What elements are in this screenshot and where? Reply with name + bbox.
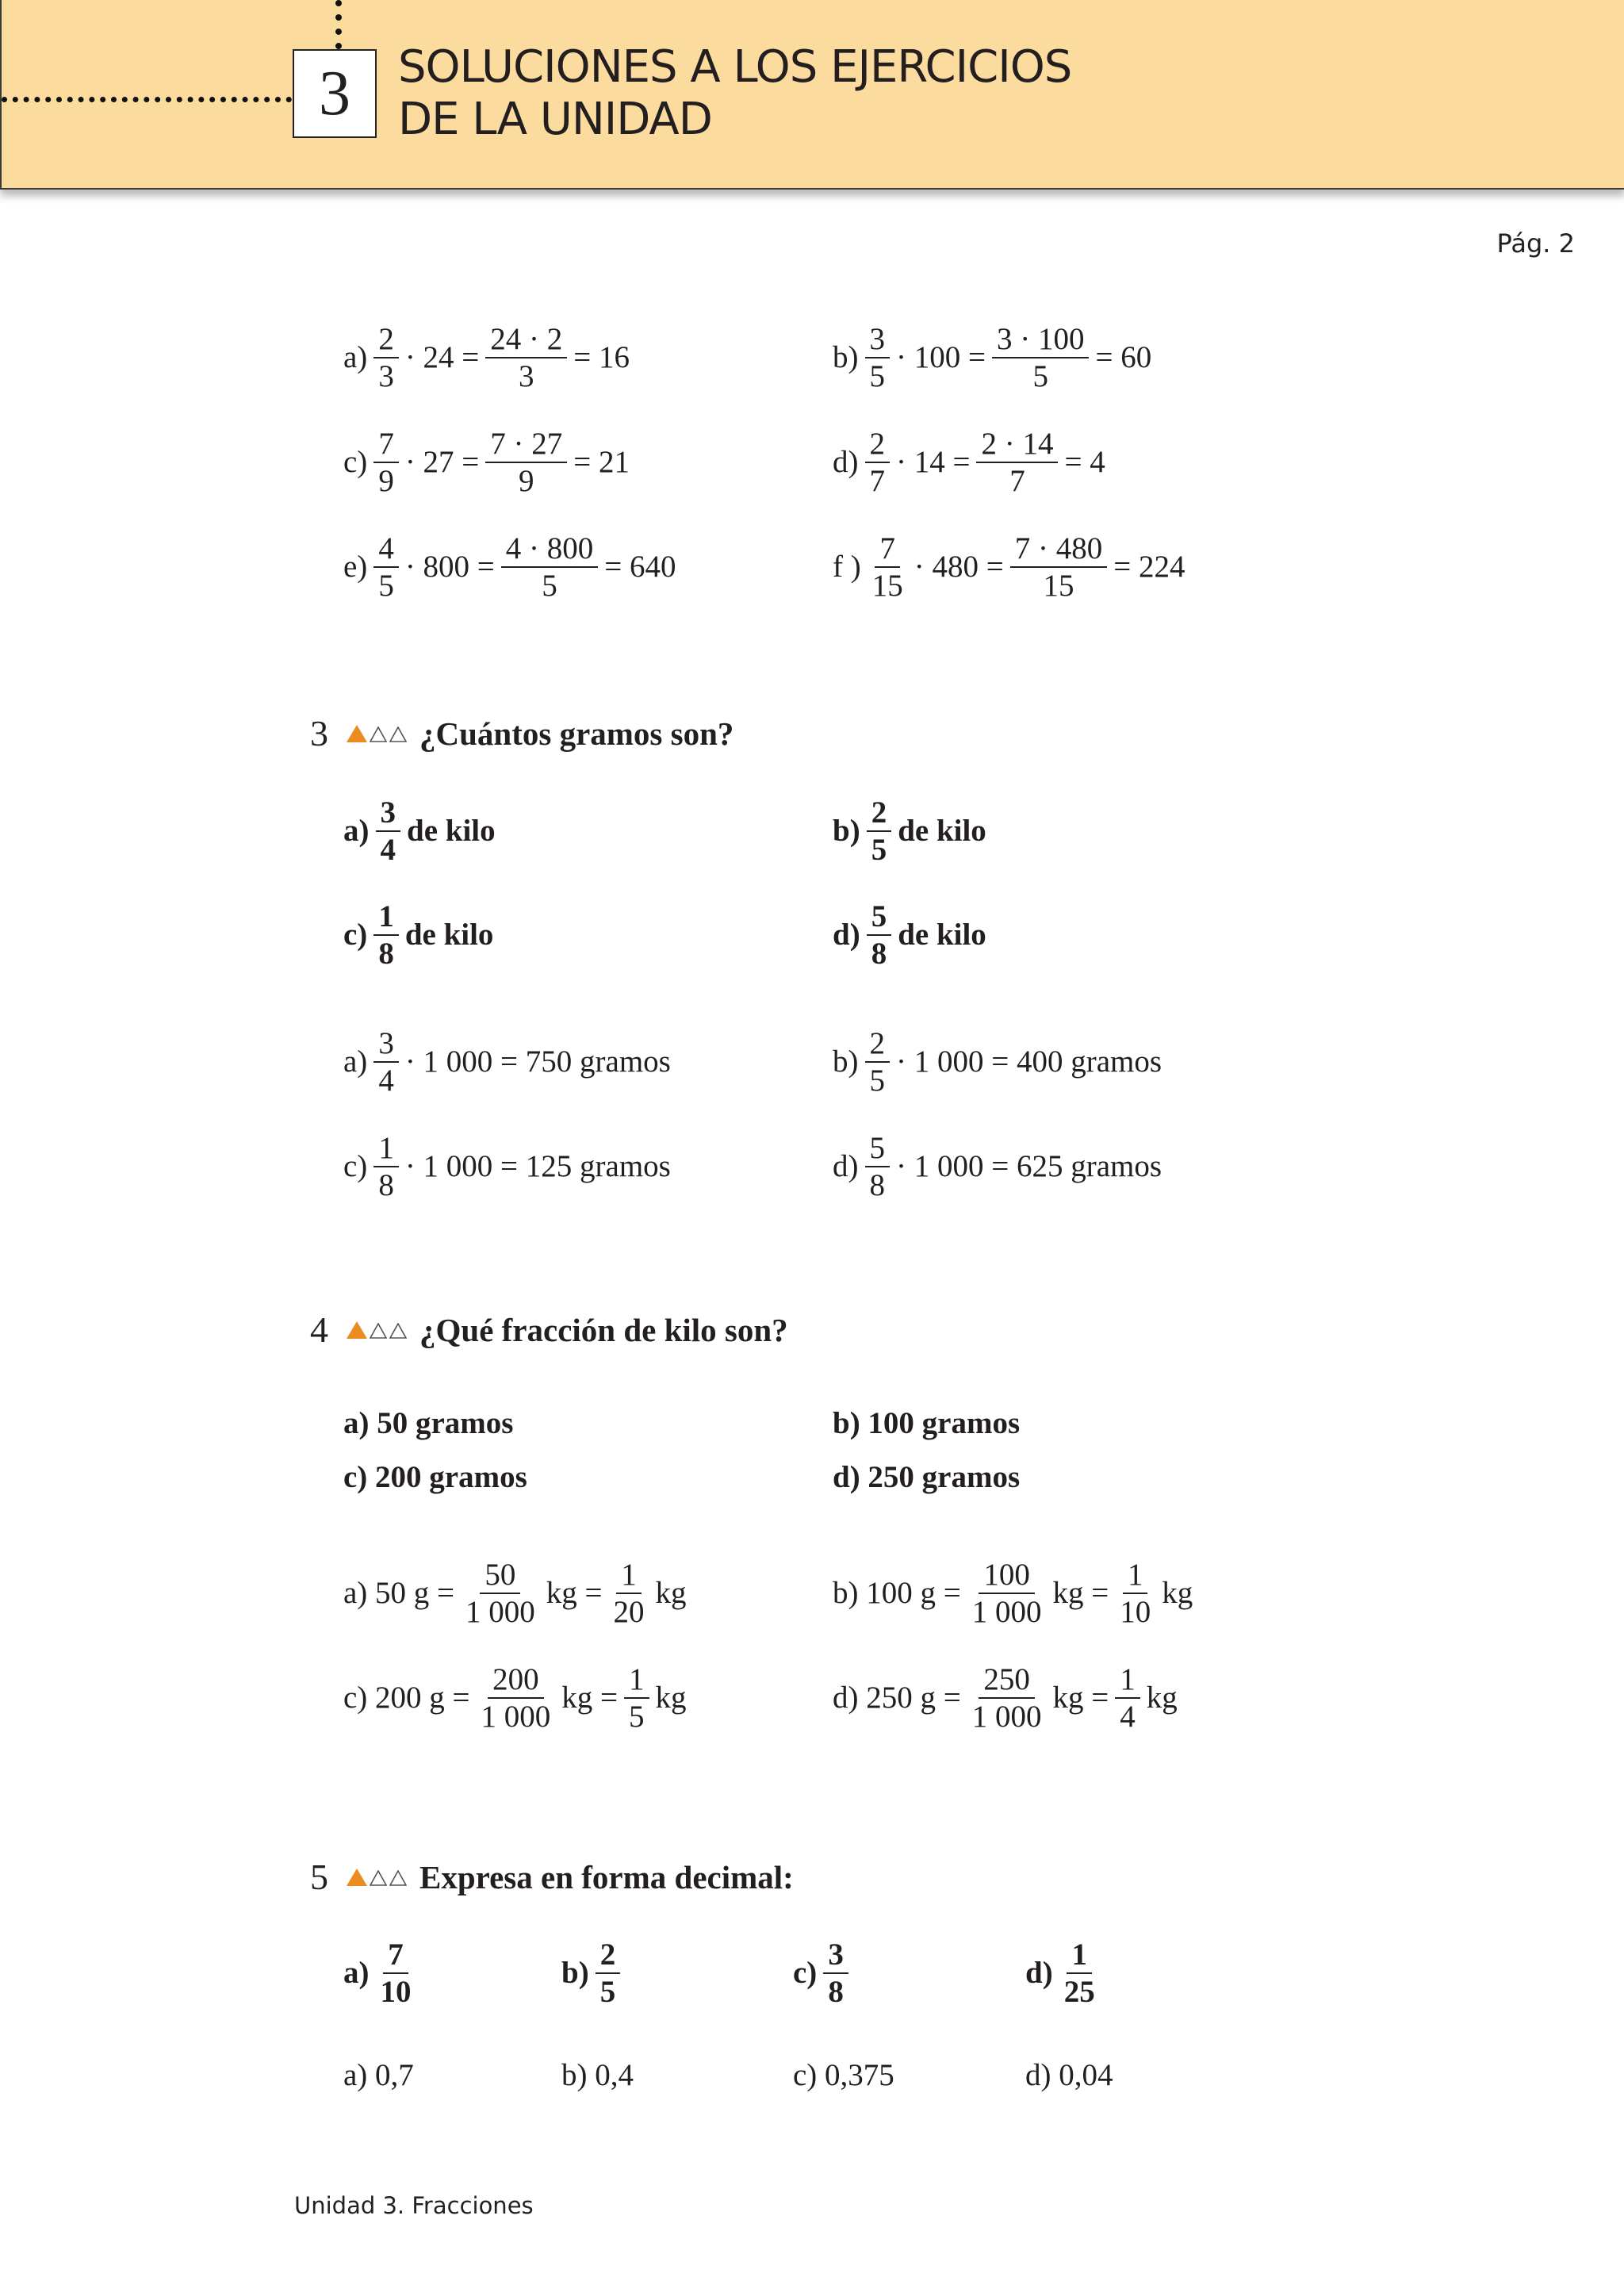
operation-text: · 800 =	[404, 550, 495, 584]
fraction-denominator: 25	[1063, 1975, 1095, 2009]
item-text: de kilo	[407, 814, 496, 848]
unit-text: kg =	[546, 1576, 603, 1610]
fraction-denominator: 3	[378, 359, 394, 393]
fraction-numerator: 1	[624, 1662, 649, 1699]
fraction	[1115, 1662, 1140, 1734]
fraction-numerator: 7 · 480	[1010, 531, 1108, 568]
fraction-numerator: 1	[1067, 1937, 1092, 1974]
fraction	[609, 1557, 649, 1630]
exercise-3-header	[310, 712, 733, 754]
fraction	[373, 1025, 399, 1098]
item-label: e)	[343, 550, 368, 584]
solution-item	[343, 1557, 687, 1630]
fraction-numerator: 50	[480, 1557, 520, 1594]
item-label: a)	[343, 1956, 370, 1990]
fraction	[461, 1557, 540, 1630]
fraction-numerator: 2 · 14	[976, 426, 1058, 463]
fraction-numerator: 7	[383, 1937, 408, 1974]
exercise-item	[343, 795, 496, 868]
fraction-denominator: 5	[542, 569, 557, 603]
solution-item	[833, 1557, 1193, 1630]
item-label: b)	[833, 814, 860, 848]
item-label: c)	[793, 1956, 818, 1990]
fraction-denominator: 8	[828, 1975, 844, 2009]
fraction-numerator: 24 · 2	[485, 321, 567, 358]
fraction	[867, 899, 892, 972]
fraction-denominator: 4	[1120, 1700, 1136, 1734]
fraction	[596, 1937, 621, 2010]
unit-title-line-1: SOLUCIONES A LOS EJERCICIOS	[398, 41, 1072, 93]
item-label: d)	[1025, 1956, 1053, 1990]
result-text: = 21	[573, 445, 630, 479]
page-number: Pág. 2	[1496, 228, 1575, 259]
fraction-numerator: 3	[823, 1937, 848, 1974]
item-label: d) 250 g =	[833, 1681, 961, 1715]
fraction	[501, 531, 599, 604]
fraction	[373, 1130, 399, 1203]
page-footer: Unidad 3. Fracciones	[294, 2192, 534, 2219]
item-label: a) 50 g =	[343, 1576, 455, 1610]
fraction	[1115, 1557, 1155, 1630]
fraction-denominator: 8	[869, 1168, 885, 1202]
fraction-denominator: 3	[519, 359, 534, 393]
fraction-denominator: 4	[380, 833, 396, 867]
fraction-denominator: 7	[1009, 464, 1025, 498]
unit-number-box: 3	[293, 49, 377, 138]
item-label: a)	[343, 814, 370, 848]
solution-item	[343, 1130, 671, 1203]
item-label: f )	[833, 550, 861, 584]
operation-text: · 27 =	[404, 445, 480, 479]
fraction-denominator: 15	[871, 569, 903, 603]
item-label: d)	[833, 918, 860, 952]
item-label: c)	[343, 445, 368, 479]
fraction-numerator: 7	[373, 426, 399, 463]
solution-item	[343, 426, 630, 499]
fraction	[624, 1662, 649, 1734]
solution-item	[1025, 2057, 1113, 2094]
fraction-numerator: 1	[373, 1130, 399, 1167]
fraction	[865, 426, 891, 499]
result-text: = 16	[573, 340, 630, 374]
result-text: b) 0,4	[561, 2058, 634, 2092]
item-text: de kilo	[898, 918, 986, 952]
fraction-numerator: 200	[488, 1662, 544, 1699]
exercise-item	[793, 1937, 855, 2010]
item-label: a)	[343, 340, 368, 374]
result-text: = 224	[1113, 550, 1185, 584]
fraction	[376, 1937, 416, 2010]
fraction-denominator: 10	[1120, 1595, 1151, 1629]
item-text: c) 200 gramos	[343, 1460, 527, 1494]
unit-text: kg	[1162, 1576, 1193, 1610]
difficulty-triangles-icon	[347, 1321, 407, 1339]
item-label: b)	[833, 340, 859, 374]
fraction-numerator: 3 · 100	[992, 321, 1090, 358]
result-text: = 60	[1095, 340, 1152, 374]
fraction	[868, 531, 908, 604]
fraction	[967, 1662, 1047, 1734]
solution-item	[343, 321, 630, 394]
item-label: c) 200 g =	[343, 1681, 470, 1715]
item-label: b)	[833, 1045, 859, 1079]
exercise-item	[833, 1405, 1020, 1442]
fraction	[865, 321, 891, 394]
fraction	[967, 1557, 1047, 1630]
fraction-numerator: 7 · 27	[485, 426, 567, 463]
exercise-title: ¿Cuántos gramos son?	[419, 715, 734, 752]
item-label: b) 100 g =	[833, 1576, 961, 1610]
fraction	[1010, 531, 1108, 604]
fraction-numerator: 2	[865, 1025, 891, 1063]
exercise-4-header	[310, 1309, 788, 1351]
solution-item	[561, 2057, 634, 2094]
fraction-numerator: 2	[867, 795, 892, 832]
unit-text: kg	[655, 1576, 687, 1610]
result-text: a) 0,7	[343, 2058, 414, 2092]
exercise-item	[343, 1459, 527, 1496]
unit-header	[0, 0, 1624, 190]
unit-text: kg =	[1052, 1576, 1109, 1610]
unit-text: kg =	[561, 1681, 619, 1715]
item-label: c)	[343, 918, 368, 952]
fraction-numerator: 100	[979, 1557, 1035, 1594]
operation-text: · 480 =	[914, 550, 1004, 584]
fraction-denominator: 8	[378, 1168, 394, 1202]
fraction	[376, 795, 401, 868]
fraction-numerator: 3	[865, 321, 891, 358]
fraction-denominator: 5	[869, 359, 885, 393]
fraction-numerator: 7	[875, 531, 900, 568]
exercise-item	[343, 899, 493, 972]
result-text: · 1 000 = 750 gramos	[404, 1045, 671, 1079]
operation-text: · 100 =	[896, 340, 986, 374]
fraction-numerator: 2	[865, 426, 891, 463]
fraction-denominator: 5	[1032, 359, 1048, 393]
fraction	[823, 1937, 848, 2010]
fraction-denominator: 1 000	[971, 1700, 1042, 1734]
fraction	[865, 1130, 891, 1203]
item-label: d)	[833, 445, 859, 479]
solution-item	[833, 1662, 1178, 1734]
fraction	[485, 321, 567, 394]
fraction-denominator: 4	[378, 1064, 394, 1098]
fraction-denominator: 1 000	[481, 1700, 551, 1734]
fraction-denominator: 7	[869, 464, 885, 498]
fraction	[373, 531, 399, 604]
fraction-numerator: 3	[376, 795, 401, 832]
fraction-numerator: 5	[867, 899, 892, 936]
fraction	[373, 899, 399, 972]
result-text: · 1 000 = 625 gramos	[896, 1149, 1162, 1183]
fraction	[373, 321, 399, 394]
fraction-denominator: 8	[378, 937, 394, 971]
unit-text: kg	[655, 1681, 687, 1715]
result-text: = 640	[604, 550, 676, 584]
fraction	[976, 426, 1058, 499]
fraction-numerator: 1	[616, 1557, 642, 1594]
difficulty-triangles-icon	[347, 1869, 407, 1886]
exercise-item	[343, 1405, 513, 1442]
fraction-denominator: 8	[871, 937, 887, 971]
solution-item	[833, 531, 1185, 604]
result-text: c) 0,375	[793, 2058, 894, 2092]
solution-item	[343, 2057, 414, 2094]
exercise-item	[561, 1937, 626, 2010]
solution-item	[343, 531, 676, 604]
fraction-numerator: 4 · 800	[501, 531, 599, 568]
dotted-line-vertical	[335, 0, 342, 49]
exercise-item	[343, 1937, 423, 2010]
fraction-denominator: 9	[378, 464, 394, 498]
unit-title	[398, 41, 1071, 146]
item-label: a)	[343, 1045, 368, 1079]
fraction-denominator: 5	[378, 569, 394, 603]
solution-item	[793, 2057, 894, 2094]
fraction	[477, 1662, 556, 1734]
exercise-5-header	[310, 1856, 794, 1898]
result-text: · 1 000 = 125 gramos	[404, 1149, 671, 1183]
result-text: · 1 000 = 400 gramos	[896, 1045, 1162, 1079]
fraction-numerator: 3	[373, 1025, 399, 1063]
unit-title-line-2: DE LA UNIDAD	[398, 94, 712, 145]
fraction-numerator: 5	[865, 1130, 891, 1167]
exercise-number: 4	[310, 1309, 328, 1350]
fraction-denominator: 15	[1043, 569, 1074, 603]
fraction-denominator: 5	[869, 1064, 885, 1098]
exercise-item	[1025, 1937, 1106, 2010]
fraction	[373, 426, 399, 499]
fraction	[1059, 1937, 1100, 2010]
fraction-numerator: 1	[1123, 1557, 1148, 1594]
item-text: d) 250 gramos	[833, 1460, 1021, 1494]
item-label: b)	[561, 1956, 589, 1990]
solution-item	[833, 1130, 1162, 1203]
exercise-title: ¿Qué fracción de kilo son?	[419, 1311, 788, 1348]
solution-item	[833, 1025, 1162, 1098]
item-text: b) 100 gramos	[833, 1406, 1021, 1440]
dotted-line-horizontal	[2, 97, 292, 102]
fraction	[992, 321, 1090, 394]
item-text: a) 50 gramos	[343, 1406, 514, 1440]
fraction-denominator: 20	[613, 1595, 645, 1629]
fraction-denominator: 1 000	[971, 1595, 1042, 1629]
fraction-numerator: 4	[373, 531, 399, 568]
exercise-number: 3	[310, 713, 328, 753]
exercise-title: Expresa en forma decimal:	[419, 1858, 794, 1895]
fraction-numerator: 1	[1115, 1662, 1140, 1699]
fraction-denominator: 5	[599, 1975, 616, 2009]
fraction-numerator: 2	[596, 1937, 621, 1974]
exercise-item	[833, 795, 986, 868]
fraction-denominator: 5	[629, 1700, 645, 1734]
fraction	[867, 795, 892, 868]
fraction-denominator: 5	[871, 833, 887, 867]
item-label: c)	[343, 1149, 368, 1183]
exercise-number: 5	[310, 1857, 328, 1897]
result-text: = 4	[1064, 445, 1105, 479]
item-text: de kilo	[898, 814, 986, 848]
solution-item	[833, 426, 1105, 499]
item-text: de kilo	[404, 918, 494, 952]
operation-text: · 14 =	[896, 445, 971, 479]
fraction-denominator: 9	[519, 464, 534, 498]
fraction-numerator: 2	[373, 321, 399, 358]
fraction-denominator: 10	[380, 1975, 412, 2009]
item-label: d)	[833, 1149, 859, 1183]
fraction-denominator: 1 000	[465, 1595, 535, 1629]
fraction-numerator: 250	[979, 1662, 1035, 1699]
fraction	[485, 426, 567, 499]
fraction	[865, 1025, 891, 1098]
difficulty-triangles-icon	[347, 725, 407, 742]
unit-text: kg =	[1052, 1681, 1109, 1715]
solution-item	[833, 321, 1151, 394]
exercise-item	[833, 1459, 1020, 1496]
fraction-numerator: 1	[373, 899, 399, 936]
unit-text: kg	[1146, 1681, 1178, 1715]
solution-item	[343, 1025, 671, 1098]
result-text: d) 0,04	[1025, 2058, 1113, 2092]
operation-text: · 24 =	[404, 340, 480, 374]
exercise-item	[833, 899, 986, 972]
solution-item	[343, 1662, 687, 1734]
